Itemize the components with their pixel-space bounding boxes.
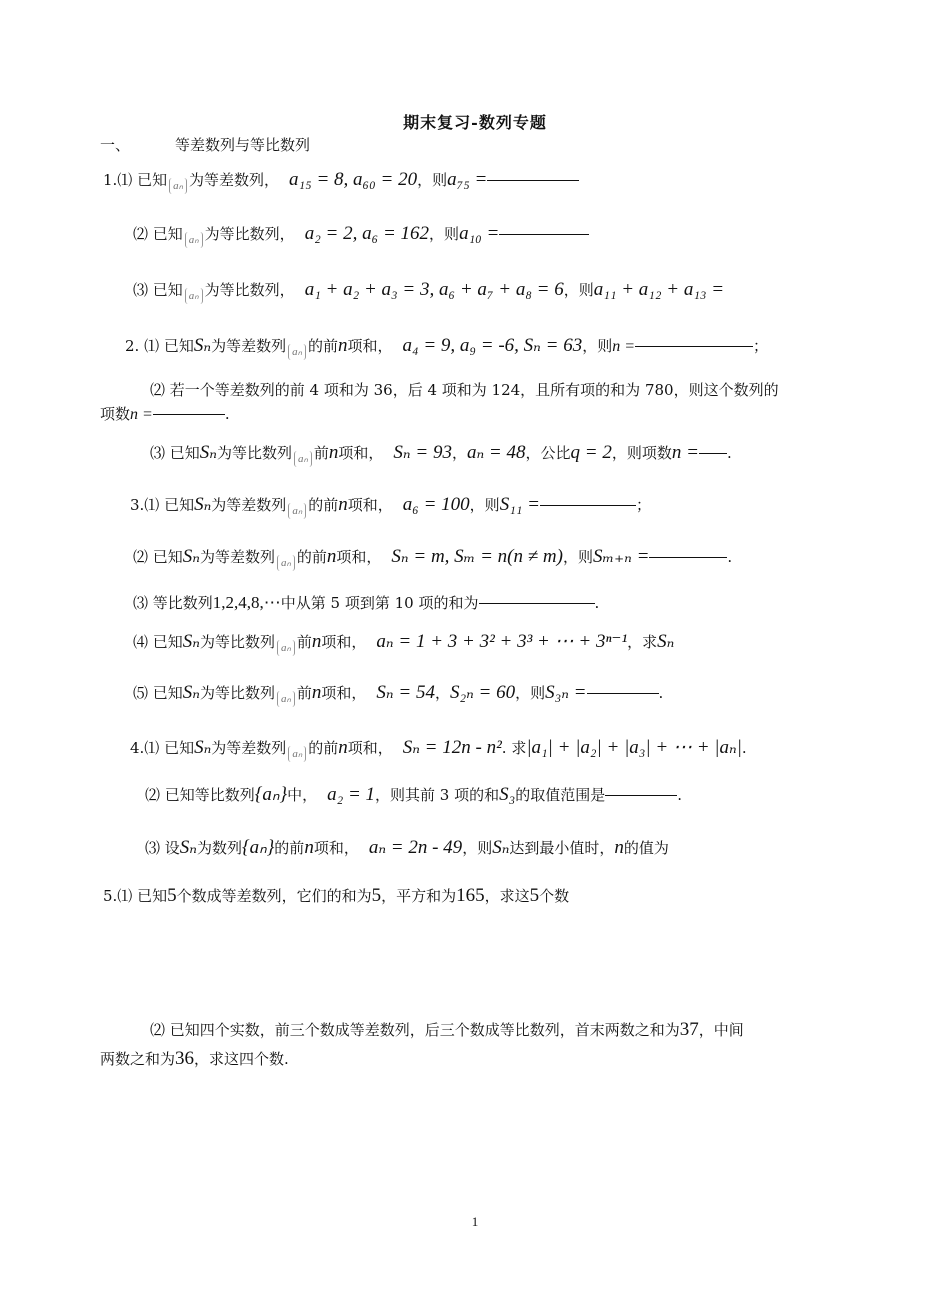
q3p4-ask: ，求: [627, 633, 658, 651]
q2-part2-line1: ⑵ 若一个等差数列的前 4 项和为 36，后 4 项和为 124，且所有项的和为 780，则这个数列的: [150, 381, 779, 399]
q3p2-label: ⑵ 已知: [133, 548, 183, 566]
q3p1-target: S₁₁ =: [499, 494, 540, 515]
q3-part3: [133, 593, 599, 613]
q2p1-text3: 项和，: [347, 337, 393, 355]
page-number: 1: [471, 1214, 479, 1229]
q1p3-target: a₁₁ + a₁₂ + a₁₃ =: [593, 279, 725, 300]
q5p1-sq: 165: [456, 885, 485, 906]
q3p3-text: 中从第 5 项到第 10 项的和为: [280, 594, 479, 612]
q3p1-n: n: [338, 494, 348, 515]
q1p3-given: a₁ + a₂ + a₃ = 3, a₆ + a₇ + a₈ = 6: [304, 279, 564, 300]
q3p5-s: Sₙ: [182, 682, 200, 703]
q4p1-given: Sₙ = 12n - n²: [402, 737, 502, 758]
q2p1-text1: 为等差数列: [211, 337, 287, 355]
q3p5-end: .: [658, 684, 664, 702]
q4p1-target: |a₁| + |a₂| + |a₃| + ⋯ + |aₙ|: [526, 737, 742, 758]
q1p3-text: 为等比数列，: [204, 281, 295, 299]
q4p3-text1: 为数列: [196, 839, 242, 857]
q3p5-label: ⑸ 已知: [133, 684, 183, 702]
q2p1-target: n =: [612, 338, 636, 355]
q3p2-n: n: [326, 546, 337, 567]
q5p1-sum: 5: [371, 885, 382, 906]
q2p1-given: a₄ = 9, a₉ = -6, Sₙ = 63: [402, 335, 583, 356]
seq-symbol: aₙ: [277, 691, 295, 707]
q3p5-n: n: [311, 682, 322, 703]
q1p3-ask: ，则: [563, 281, 594, 299]
q3p2-text2: 的前: [296, 548, 327, 566]
q3p3-end: .: [594, 594, 600, 612]
q3-part4: [133, 632, 674, 658]
q4p2-label: ⑵ 已知等比数列: [145, 786, 255, 804]
q5p1-text4: 个数: [539, 887, 570, 905]
q3p4-given: aₙ = 1 + 3 + 3² + 3³ + ⋯ + 3ⁿ⁻¹: [376, 631, 628, 652]
q2p3-target: n =: [671, 442, 699, 463]
q2-part1: [125, 336, 768, 362]
q5p1-text1: 个数成等差数列，它们的和为: [176, 887, 372, 905]
q3p1-end: ；: [635, 496, 651, 514]
q5p2-text1b: ，中间: [698, 1021, 744, 1039]
q4p1-end: .: [741, 739, 747, 757]
q3p1-text1: 为等差数列: [211, 496, 287, 514]
q1p2-text: 为等比数列，: [204, 225, 295, 243]
q2p3-s: Sₙ: [199, 442, 217, 463]
seq-braces: {aₙ}: [242, 837, 275, 858]
answer-blank: [635, 345, 753, 347]
q5p1-five: 5: [167, 885, 177, 906]
q5p1-text3: ，求这: [484, 887, 530, 905]
q5p2-text1: ⑵ 已知四个实数，前三个数成等差数列，后三个数成等比数列，首末两数之和为: [150, 1021, 680, 1039]
q3p1-text2: 的前: [308, 496, 339, 514]
q2p3-ask: ，则项数: [611, 444, 672, 462]
q4p3-ask: ，则: [462, 839, 493, 857]
q2p1-s: Sₙ: [193, 335, 212, 356]
q3p2-text1: 为等差数列: [199, 548, 275, 566]
q1p2-target: a₁₀ =: [459, 223, 500, 244]
q4p2-text2: ，则其前 3 项的和: [375, 786, 500, 804]
q2p3-ratio: ，公比: [525, 444, 571, 462]
q5-part2-line1: [150, 1020, 744, 1040]
q2p3-text3: 项和，: [338, 444, 384, 462]
q3p4-s: Sₙ: [182, 631, 200, 652]
q2p3-q: q = 2: [570, 442, 612, 463]
q2p3-n: n: [328, 442, 339, 463]
q3p1-s: Sₙ: [194, 494, 212, 515]
q2p1-text2: 的前: [307, 337, 338, 355]
q3p5-g2: S₂ₙ = 60: [449, 682, 516, 703]
q1-label: 1.⑴ 已知: [103, 171, 168, 189]
answer-blank: [153, 413, 225, 415]
q4p1-text2: 的前: [308, 739, 339, 757]
answer-blank: [699, 452, 727, 454]
q1-part3: [133, 280, 724, 306]
q3p5-g1: Sₙ = 54: [376, 682, 435, 703]
seq-braces: {aₙ}: [254, 784, 288, 805]
q5p2-text2: 两数之和为: [100, 1050, 176, 1068]
q5-part2-line2: [100, 1049, 289, 1069]
section-heading: [100, 135, 310, 155]
q4p2-given: a₂ = 1: [327, 784, 376, 805]
seq-symbol: aₙ: [288, 746, 306, 762]
q2p3-text1: 为等比数列: [216, 444, 292, 462]
answer-blank: [540, 504, 636, 506]
q2p3-g1: Sₙ = 93: [393, 442, 452, 463]
q4-part2: [145, 785, 682, 805]
q4p3-s: Sₙ: [179, 837, 197, 858]
q4p2-text1: 中，: [287, 786, 318, 804]
q4p3-n: n: [304, 837, 314, 858]
q5p1-five2: 5: [529, 885, 540, 906]
q3p4-label: ⑷ 已知: [133, 633, 183, 651]
q3p1-label: 3.⑴ 已知: [130, 496, 195, 514]
q4p3-given: aₙ = 2n - 49: [368, 837, 463, 858]
q2-part2-line2: [100, 404, 230, 425]
answer-blank: [605, 794, 677, 796]
q2-part3: ⑶ 已知Sₙ为等比数列 $_{a_n}$ 前n项和， Sₙ = 93，aₙ = 48，公比q = 2，则项数n = .: [150, 442, 732, 465]
q4p3-label: ⑶ 设: [145, 839, 180, 857]
q1-ask: ，则: [417, 171, 448, 189]
q2p1-n: n: [337, 335, 348, 356]
q3-part2: [133, 547, 732, 573]
q3p2-target: Sₘ₊ₙ =: [592, 546, 650, 567]
q4p2-s3: S₃: [499, 784, 516, 805]
q4p3-n2: n: [614, 837, 624, 858]
q3-part5: ⑸ 已知Sₙ为等比数列 $_{a_n}$ 前n项和， Sₙ = 54，S₂ₙ = 60，则S₃ₙ = .: [133, 682, 664, 705]
q3p5-text1: 为等比数列: [199, 684, 275, 702]
q3p1-text3: 项和，: [347, 496, 393, 514]
seq-symbol: aₙ: [288, 344, 306, 360]
q2p1-ask: ，则: [582, 337, 613, 355]
q4p1-text1: 为等差数列: [211, 739, 287, 757]
q3p4-text3: 项和，: [321, 633, 367, 651]
q1-part1: [103, 170, 579, 196]
q2p2-end: .: [224, 405, 230, 423]
seq-symbol: aₙ: [288, 503, 306, 519]
q4p3-s2: Sₙ: [492, 837, 510, 858]
q4p3-text5: 的值为: [623, 839, 669, 857]
q3-part1: [130, 495, 651, 521]
q1-target: a₇₅ =: [447, 169, 488, 190]
answer-blank: [499, 233, 589, 235]
seq-symbol: aₙ: [169, 178, 187, 194]
q1-text: 为等差数列，: [188, 171, 279, 189]
q3p2-text3: 项和，: [336, 548, 382, 566]
page-title: 期末复习-数列专题: [403, 113, 547, 132]
q3p4-text2: 前: [296, 633, 312, 651]
q4-part3: [145, 838, 669, 858]
q2p3-label: ⑶ 已知: [150, 444, 200, 462]
q2p1-label: 2. ⑴ 已知: [125, 337, 194, 355]
q4p1-ask: . 求: [501, 739, 527, 757]
q2p1-end: ；: [753, 337, 769, 355]
q1p2-ask: ，则: [429, 225, 460, 243]
q3p1-given: a₆ = 100: [402, 494, 470, 515]
q4p1-text3: 项和，: [347, 739, 393, 757]
q3p2-s: Sₙ: [182, 546, 200, 567]
q2p3-text2: 前: [313, 444, 329, 462]
q4p3-text2: 的前: [274, 839, 305, 857]
answer-blank: [479, 602, 595, 604]
q1-part2: [133, 224, 589, 250]
q3p2-ask: ，则: [562, 548, 593, 566]
q2p2-n: n =: [130, 406, 153, 423]
q5p2-text2b: ，求这四个数.: [194, 1050, 289, 1068]
q1p2-label: ⑵ 已知: [133, 225, 183, 243]
q3p5-target: S₃ₙ =: [545, 682, 587, 703]
q3p4-text1: 为等比数列: [199, 633, 275, 651]
q4p1-n: n: [338, 737, 348, 758]
q3p5-text2: 前: [296, 684, 312, 702]
q1p3-label: ⑶ 已知: [133, 281, 183, 299]
answer-blank: [487, 179, 579, 181]
q2p2-label: 项数: [100, 405, 131, 423]
seq-symbol: aₙ: [294, 451, 312, 467]
q3p3-label: ⑶ 等比数列: [133, 594, 213, 612]
section-title: 等差数列与等比数列: [175, 136, 311, 154]
q2p3-g2: aₙ = 48: [466, 442, 526, 463]
seq-symbol: aₙ: [277, 555, 295, 571]
q3p3-seq: 1,2,4,8,⋯: [212, 593, 281, 612]
q5-part1: [103, 886, 569, 906]
q5p2-v2: 36: [175, 1048, 195, 1069]
q4p3-text4: 达到最小值时，: [509, 839, 615, 857]
q4p1-label: 4.⑴ 已知: [130, 739, 195, 757]
seq-symbol: aₙ: [185, 232, 203, 248]
q5p1-text2: ，平方和为: [381, 887, 457, 905]
q3p5-ask: ，则: [515, 684, 546, 702]
q4p2-end: .: [677, 786, 683, 804]
q2p3-end: .: [726, 444, 732, 462]
answer-blank: [649, 556, 727, 558]
q4p2-text3: 的取值范围是: [515, 786, 606, 804]
answer-blank: [587, 692, 659, 694]
q3p4-target: Sₙ: [657, 631, 675, 652]
q5p1-label: 5.⑴ 已知: [103, 887, 168, 905]
q4p1-s: Sₙ: [194, 737, 212, 758]
section-number: 一、: [100, 136, 131, 154]
seq-symbol: aₙ: [185, 288, 203, 304]
q3p2-given: Sₙ = m, Sₘ = n(n ≠ m): [391, 546, 563, 567]
q3p4-n: n: [311, 631, 322, 652]
q4-part1: [130, 738, 747, 764]
q3p2-end: .: [727, 548, 733, 566]
q1-given: a₁₅ = 8, a₆₀ = 20: [289, 169, 418, 190]
q5p2-v1: 37: [679, 1019, 699, 1040]
seq-symbol: aₙ: [277, 640, 295, 656]
q1p2-given: a₂ = 2, a₆ = 162: [304, 223, 430, 244]
q3p5-text3: 项和，: [321, 684, 367, 702]
q3p1-ask: ，则: [469, 496, 500, 514]
q4p3-text3: 项和，: [313, 839, 359, 857]
